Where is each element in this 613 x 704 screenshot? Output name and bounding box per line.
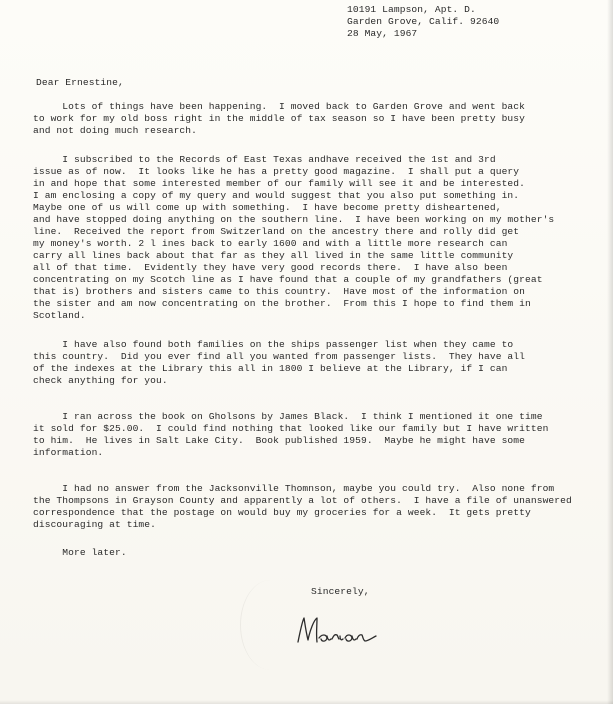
body-line: carry all lines back about that far as they all lived in the same little community [33, 250, 514, 261]
body-line: check anything for you. [33, 375, 168, 386]
body-line: correspondence that the postage on would buy my groceries for a week. It gets pretty [33, 507, 531, 518]
body-line: More later. [33, 547, 127, 558]
body-line: I am enclosing a copy of my query and would suggest that you also put something in. [33, 190, 520, 201]
body-line: in and hope that some interested member of our family will see it and be interested. [33, 178, 526, 189]
body-line: I subscribed to the Records of East Texas andhave received the 1st and 3rd [33, 154, 496, 165]
body-line: to him. He lives in Salt Lake City. Book published 1959. Maybe he might have some [33, 435, 526, 446]
body-line: line. Received the report from Switzerland on the ancestry there and rolly did get [33, 226, 520, 237]
address-line: Garden Grove, Calif. 92640 [347, 16, 500, 27]
body-line: Scotland. [33, 310, 86, 321]
page-edge-shadow [0, 700, 613, 704]
body-line: that is) brothers and sisters came to this country. Have most of the information on [33, 286, 526, 297]
body-line: I have also found both families on the ships passenger list when they came to [33, 339, 514, 350]
body-line: issue as of now. It looks like he has a pretty good magazine. I shall put a query [33, 166, 520, 177]
body-line: information. [33, 447, 104, 458]
letter-date: 28 May, 1967 [347, 28, 418, 39]
salutation: Dear Ernestine, [36, 77, 124, 88]
body-line: Lots of things have been happening. I moved back to Garden Grove and went back [33, 101, 526, 112]
body-line: Maybe one of us will come up with something. I have become pretty disheartened, [33, 202, 502, 213]
body-line: this country. Did you ever find all you wanted from passenger lists. They have all [33, 351, 526, 362]
body-line: discouraging at time. [33, 519, 157, 530]
body-line: it sold for $25.00. I could find nothing that looked like our family but I have written [33, 423, 549, 434]
handwritten-signature [292, 610, 392, 650]
body-line: and have stopped doing anything on the southern line. I have been working on my mother's [33, 214, 555, 225]
body-line: all of that time. Evidently they have very good records there. I have also been [33, 262, 508, 273]
body-line: the Thompsons in Grayson County and apparently a lot of others. I have a file of unanswered [33, 495, 572, 506]
body-line: to work for my old boss right in the middle of tax season so I have been pretty busy [33, 113, 526, 124]
body-line: the sister and am now concentrating on the brother. From this I hope to find them in [33, 298, 531, 309]
body-line: of the indexes at the Library this all in 1800 I believe at the Library, if I can [33, 363, 508, 374]
body-line: and not doing much research. [33, 125, 198, 136]
page-edge-shadow [607, 0, 613, 704]
closing: Sincerely, [311, 586, 370, 597]
body-line: I had no answer from the Jacksonville Thomnson, maybe you could try. Also none from [33, 483, 555, 494]
address-line: 10191 Lampson, Apt. D. [347, 4, 476, 15]
body-line: I ran across the book on Gholsons by James Black. I think I mentioned it one time [33, 411, 543, 422]
body-line: concentrating on my Scotch line as I have found that a couple of my grandfathers (great [33, 274, 543, 285]
body-line: my money's worth. 2 l ines back to early 1600 and with a little more research can [33, 238, 508, 249]
